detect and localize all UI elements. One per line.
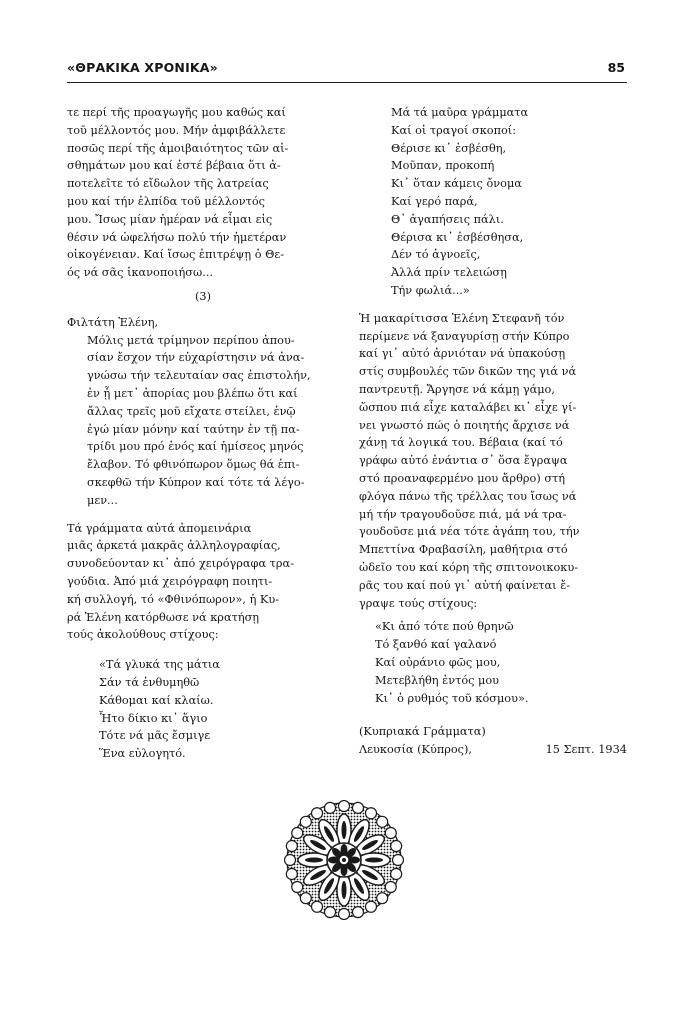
right-column <box>359 104 627 759</box>
letter-salutation: Φιλτάτη Ἑλένη, <box>67 315 159 329</box>
rosette-ornament-icon <box>284 800 404 920</box>
running-header <box>67 60 627 83</box>
narrative-paragraph: Ἡ μακαρίτισσα Ἑλένη Στεφανῆ τόν περίμενε νά ξαναγυρίσῃ στήν Κύπρο καί γι᾽ αὐτό ἀρνιόταν νά ὑπακούσῃ στίς συμβουλές τῶν δικῶν της γιά νά παντρευτῇ. Ἄργησε νά κάμῃ γάμο, ὥσπου πιά εἶχε καταλάβει κι᾽ εἶχε γί- νει γνωστό πώς ὁ ποιητής ἄρχισε νά χάνῃ τά λογικά του. Βέβαια (καί τό γράφω αὐτό ἐνάντια σ᾽ ὅσα ἔγραψα στό προαναφερμένο μου ἄρθρο) στή φλόγα πάνω τῆς τρέλλας του ἴσως νά μή τήν τραγουδοῦσε πιά, μά νά τρα- γουδοῦσε μιά νέα τότε ἀγάπη του, τήν Μπεττίνα Φραβασίλη, μαθήτρια στό ὠδεῖο του καί κόρη τῆς σπιτονοικοκυ- ρᾶς του καί πού γι᾽ αὐτή φαίνεται ἔ- γραψε τούς στίχους: <box>359 311 580 610</box>
letter-number: (3) <box>194 289 211 303</box>
source-citation: (Κυπριακά Γράμματα) <box>359 725 486 739</box>
left-column <box>67 104 339 763</box>
journal-title: «ΘΡΑΚΙΚΑ ΧΡΟΝΙΚΑ» <box>67 60 218 75</box>
poem-verse-right: «Κι ἀπό τότε πού θρηνῶ Τό ξανθό καί γαλανό Καί οὐράνιο φῶς μου, Μετεβλήθη ἐντός μου Κι᾽ ὁ ρυθμός τοῦ κόσμου». <box>375 620 529 705</box>
page-number: 85 <box>607 60 625 75</box>
date: 15 Σεπτ. 1934 <box>545 743 627 757</box>
poem-verse-left: «Τά γλυκά της μάτια Σάν τά ἐνθυμηθῶ Κάθομαι καί κλαίω. Ἧτο δίκιο κι᾽ ἅγιο Τότε νά μᾶς ἔσμιγε Ἕνα εὐλογητό. <box>99 658 220 761</box>
place-date-line <box>359 741 627 759</box>
place: Λευκοσία (Κύπρος), <box>359 743 473 757</box>
letter-continuation-paragraph: τε περί τῆς προαγωγῆς μου καθώς καί τοῦ μέλλοντός μου. Μήν ἀμφιβάλλετε ποσῶς περί τῆς ἀμοιβαιότητος τῶν αἰ- σθημάτων μου καί ἐστέ βέβαια ὅτι ἀ- ποτελεῖτε τό εἴδωλον τῆς λατρείας μου καί τήν ἐλπίδα τοῦ μέλλοντός μου. Ἴσως μίαν ἡμέραν νά εἶμαι εἰς θέσιν νά ὠφελήσω πολύ τήν ἡμετέραν οἰκογένειαν. Καί ἴσως ἐπιτρέψῃ ὁ Θε- ός νά σᾶς ἱκανοποιήσω... <box>67 106 289 280</box>
commentary-paragraph: Τά γράμματα αὐτά ἀπομεινάρια μιᾶς ἀρκετά μακρᾶς ἀλληλογραφίας, συνοδεύονταν κι᾽ ἀπό χειρόγραφα τρα- γούδια. Ἀπό μιά χειρόγραφη ποιητι- κή συλλογή, τό «Φθινόπωρον», ἡ Κυ- ρά Ἑλένη κατόρθωσε νά κρατήσῃ τούς ἀκολούθους στίχους: <box>67 521 295 642</box>
poem-verse-continuation: Μά τά μαῦρα γράμματα Καί οἱ τραγοί σκοποί: Θέρισε κι᾽ ἐσβέσθη, Μοῦπαν, προκοπή Κι᾽ ὅταν κάμεις ὄνομα Καί γερό παρά, Θ᾽ ἀγαπήσεις πάλι. Θέρισα κι᾽ ἐσβέσθησα, Δέν τό ἀγνοεῖς, Ἀλλά πρίν τελειώσῃ Τήν φωλιά...» <box>391 106 529 297</box>
letter-body-paragraph: Μόλις μετά τρίμηνον περίπου ἀπου- σίαν ἔσχον τήν εὐχαρίστησιν νά ἀνα- γνώσω τήν τελευταίαν σας ἐπιστολήν, ἐν ᾗ μετ᾽ ἀπορίας μου βλέπω ὅτι καί ἄλλας τρεῖς μοῦ εἴχατε στείλει, ἐνῷ ἐγώ μίαν μόνην καί ταύτην ἐν τῇ πα- τρίδι μου πρό ἑνός καί ἡμίσεος μηνός ἔλαβον. Τό φθινόπωρον ὅμως θά ἐπι- σκεφθῶ τήν Κύπρον καί τότε τά λέγο- μεν... <box>87 333 311 507</box>
